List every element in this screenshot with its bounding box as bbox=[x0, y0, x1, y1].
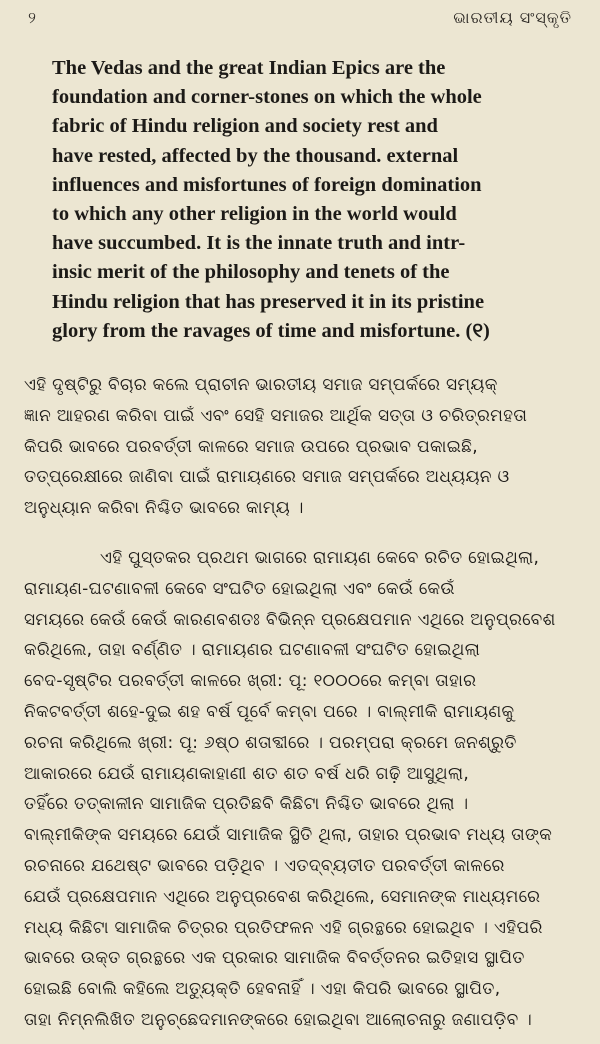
paragraph-line: ଭାବରେ ଉକ୍ତ ଗ୍ରନ୍ଥରେ ଏକ ପ୍ରକାର ସାମାଜିକ ବିବର୍ତ୍ତନର ଇତିହାସ ସ୍ଥାପିତ bbox=[24, 948, 525, 969]
quote-line: fabric of Hindu religion and society rest and bbox=[52, 115, 438, 138]
quote-line: influences and misfortunes of foreign domination bbox=[52, 173, 482, 196]
paragraph-line: କିପରି ଭାବରେ ପରବର୍ତ୍ତୀ କାଳରେ ସମାଜ ଉପରେ ପ୍ରଭାବ ପକାଇଛି, bbox=[24, 436, 478, 457]
odia-paragraph-1 bbox=[24, 370, 586, 524]
quote-line: have succumbed. It is the innate truth and intr- bbox=[52, 232, 466, 255]
quote-line: to which any other religion in the world would bbox=[52, 203, 457, 226]
paragraph-line: ମଧ୍ୟ କିଛିଟା ସାମାଜିକ ଚିତ୍ରର ପ୍ରତିଫଳନ ଏହି ଗ୍ରନ୍ଥରେ ହୋଇଥିବ । ଏହିପରି bbox=[24, 917, 543, 938]
quote-line: foundation and corner-stones on which the whole bbox=[52, 86, 482, 109]
paragraph-line: ତତ୍‌ପ୍ରେକ୍ଷୀରେ ଜାଣିବା ପାଇଁ ରାମାୟଣରେ ସମାଜ ସମ୍ପର୍କରେ ଅଧ୍ୟୟନ ଓ bbox=[24, 467, 510, 488]
paragraph-line: ନିକଟବର୍ତ୍ତୀ ଶହେ-ଦୁଇ ଶହ ବର୍ଷ ପୂର୍ବେ କମ୍ବା ପରେ । ବାଲ୍ମୀକି ରାମାୟଣକୁ bbox=[24, 701, 515, 722]
paragraph-line: ଅନୁଧ୍ୟାନ କରିବା ନିଶ୍ଚିତ ଭାବରେ କାମ୍ୟ । bbox=[24, 498, 304, 519]
paragraph-line: ବେଦ-ସୃଷ୍ଟିର ପରବର୍ତ୍ତୀ କାଳରେ ଖ୍ରୀ: ପୂ: ୧୦୦୦ରେ କମ୍ବା ତାହାର bbox=[24, 671, 477, 692]
page-number: ୨ bbox=[28, 8, 36, 27]
english-quotation bbox=[52, 54, 584, 346]
quote-line: glory from the ravages of time and misfortune. (୧) bbox=[52, 319, 490, 342]
paragraph-line: ଯେଉଁ ପ୍ରକ୍ଷେପମାନ ଏଥିରେ ଅନୁପ୍ରବେଶ କରିଥିଲେ, ସେମାନଙ୍କ ମାଧ୍ୟମରେ bbox=[24, 886, 541, 907]
paragraph-line: ତହିଁରେ ତତ୍କାଳୀନ ସାମାଜିକ ପ୍ରତିଛବି କିଛିଟା ନିଶ୍ଚିତ ଭାବରେ ଥିଲା । bbox=[24, 794, 469, 815]
paragraph-line: ତାହା ନିମ୍ନଲିଖିତ ଅନୁଚ୍ଛେଦମାନଙ୍କରେ ହୋଇଥିବା ଆଲୋଚନାରୁ ଜଣାପଡ଼ିବ । bbox=[24, 1009, 533, 1030]
paragraph-line: କରିଥିଲେ, ତାହା ବର୍ଣ୍ଣିତ । ରାମାୟଣର ଘଟଣାବଳୀ ସଂଘଟିତ ହୋଇଥିଲା bbox=[24, 640, 481, 661]
quote-line: insic merit of the philosophy and tenets of the bbox=[52, 261, 450, 284]
paragraph-line: ରାମାୟଣ-ଘଟଣାବଳୀ କେବେ ସଂଘଟିତ ହୋଇଥିଲା ଏବଂ କେଉଁ କେଉଁ bbox=[24, 578, 455, 599]
paragraph-line: ଆକାରରେ ଯେଉଁ ରାମାୟଣକାହାଣୀ ଶତ ଶତ ବର୍ଷ ଧରି ଗଢ଼ି ଆସୁଥିଲା, bbox=[24, 763, 470, 784]
paragraph-line: ରଚନା କରିଥିଲେ ଖ୍ରୀ: ପୂ: ୬ଷ୍ଠ ଶତାବ୍ଦୀରେ । ପରମ୍ପରା କ୍ରମେ ଜନଶ୍ରୁତି bbox=[24, 732, 517, 753]
paragraph-line: ବାଲ୍ମୀକିଙ୍କ ସମୟରେ ଯେଉଁ ସାମାଜିକ ସ୍ଥିତି ଥିଲା, ତାହାର ପ୍ରଭାବ ମଧ୍ୟ ତାଙ୍କ bbox=[24, 825, 553, 846]
odia-paragraph-2 bbox=[24, 543, 586, 1036]
quote-line: Hindu religion that has preserved it in its pristine bbox=[52, 290, 485, 313]
paragraph-line: ଏହି ପୁସ୍ତକର ପ୍ରଥମ ଭାଗରେ ରାମାୟଣ କେବେ ରଚିତ ହୋଇଥିଲା, bbox=[100, 548, 540, 568]
quote-line: have rested, affected by the thousand. external bbox=[52, 144, 459, 167]
quote-line: The Vedas and the great Indian Epics are the bbox=[52, 57, 446, 79]
paragraph-line: ଏହି ଦୃଷ୍ଟିରୁ ବିଚାର କଲେ ପ୍ରାଚୀନ ଭାରତୀୟ ସମାଜ ସମ୍ପର୍କରେ ସମ୍ୟକ୍ bbox=[24, 375, 498, 395]
paragraph-line: ରଚନାରେ ଯଥେଷ୍ଟ ଭାବରେ ପଡ଼ିଥିବ । ଏତଦ୍‌ବ୍ୟତୀତ ପରବର୍ତ୍ତୀ କାଳରେ bbox=[24, 855, 505, 876]
running-title: ଭାରତୀୟ ସଂସ୍କୃତି bbox=[453, 8, 572, 27]
paragraph-line: ହୋଇଛି ବୋଲି କହିଲେ ଅତ୍ୟୁକ୍ତି ହେବନାହିଁ । ଏହା କିପରି ଭାବରେ ସ୍ଥାପିତ, bbox=[24, 979, 501, 1000]
paragraph-line: ଜ୍ଞାନ ଆହରଣ କରିବା ପାଇଁ ଏବଂ ସେହି ସମାଜର ଆର୍ଥିକ ସତ୍ତା ଓ ଚରିତ୍ରମହତା bbox=[24, 405, 528, 426]
paragraph-line: ସମୟରେ କେଉଁ କେଉଁ କାରଣବଶତଃ ବିଭିନ୍ନ ପ୍ରକ୍ଷେପମାନ ଏଥିରେ ଅନୁପ୍ରବେଶ bbox=[24, 609, 556, 630]
